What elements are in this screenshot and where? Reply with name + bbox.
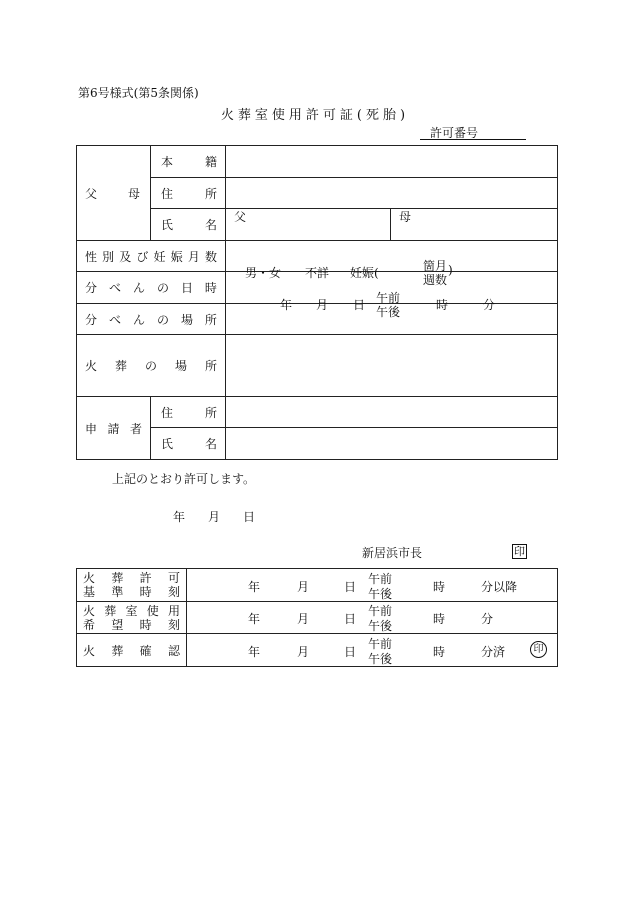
dp-char-2: べ: [108, 312, 121, 327]
mother-label: 母: [399, 210, 412, 224]
r2-l1-c4: 使: [146, 603, 159, 618]
r2-l2-c1: 希: [83, 617, 96, 632]
r2-hour: 時: [433, 612, 446, 626]
approval-month-label: 月: [208, 510, 221, 524]
r2-pm: 午後: [368, 619, 393, 633]
r1-hour: 時: [433, 580, 446, 594]
delivery-am-label: 午前: [376, 290, 401, 305]
r3-am: 午前: [368, 637, 393, 651]
gender-pregnancy-field[interactable]: [226, 241, 558, 287]
delivery-place-label-cell: [77, 304, 226, 335]
form-number: 第6号様式(第5条関係): [78, 86, 199, 100]
schedule-value-field[interactable]: [187, 634, 558, 667]
r1-l1-c4: 可: [167, 571, 180, 585]
dp-char-4: の: [156, 312, 169, 327]
parents-address-label-cell: [151, 178, 226, 209]
r2-day: 日: [344, 612, 357, 626]
r3-month: 月: [297, 645, 310, 659]
father-label: 父: [234, 210, 247, 224]
cremation-place-field[interactable]: [226, 335, 558, 397]
schedule-label-cell: [77, 602, 187, 634]
parents-address-field[interactable]: [226, 178, 558, 209]
domicile-label-cell: [151, 146, 226, 178]
cp-char-3: の: [144, 359, 157, 373]
gender-value[interactable]: 男・女: [245, 266, 282, 280]
delivery-minute-label: 分: [483, 297, 496, 312]
pregnancy-label: 妊娠(: [350, 266, 379, 280]
dd-char-5: 日: [180, 281, 193, 295]
delivery-year-label: 年: [280, 297, 293, 312]
r1-suffix: 分以降: [481, 580, 518, 594]
applicant-char-1: 申: [85, 421, 98, 436]
gender-pregnancy-label-cell: [77, 241, 226, 272]
permit-number-field[interactable]: 許可番号: [420, 124, 526, 140]
gp-char-3: 及: [119, 249, 132, 264]
dd-char-3: ん: [132, 281, 145, 295]
gp-char-5: 妊: [153, 249, 166, 264]
months-label: 箇月: [423, 259, 448, 273]
r2-l1-c1: 火: [83, 603, 96, 618]
r1-l2-c3: 時: [139, 585, 152, 599]
cp-char-2: 葬: [114, 359, 127, 373]
r1-year: 年: [248, 580, 261, 594]
delivery-hour-label: 時: [436, 297, 449, 312]
delivery-datetime-label-cell: [77, 272, 226, 304]
name-label-char-1: 氏: [161, 218, 174, 232]
applicant-name-char-2: 名: [204, 437, 217, 451]
r3-l1-c2: 葬: [111, 643, 124, 658]
domicile-label-char-1: 本: [161, 155, 174, 169]
r2-suffix: 分: [481, 612, 494, 626]
father-name-field[interactable]: [226, 209, 391, 241]
parents-name-label-cell: [151, 209, 226, 241]
applicant-label-cell: [77, 397, 151, 460]
applicant-address-label-cell: [151, 397, 226, 428]
r3-suffix: 分済: [481, 645, 506, 659]
applicant-address-field[interactable]: [226, 397, 558, 428]
applicant-char-3: 者: [129, 421, 142, 436]
r1-l2-c2: 準: [111, 585, 124, 599]
r3-l1-c3: 確: [139, 643, 152, 658]
schedule-label-cell: [77, 634, 187, 667]
schedule-value-field[interactable]: [187, 569, 558, 602]
approval-year-label: 年: [173, 510, 186, 524]
delivery-month-label: 月: [316, 297, 329, 312]
dp-char-6: 所: [204, 312, 217, 327]
cremation-schedule-table: [76, 568, 558, 667]
r1-day: 日: [344, 580, 357, 594]
r1-l1-c3: 許: [139, 571, 152, 585]
gp-char-1: 性: [85, 249, 98, 264]
r2-l1-c2: 葬: [104, 603, 117, 618]
table-row: [77, 602, 558, 634]
r1-month: 月: [297, 580, 310, 594]
r2-year: 年: [248, 612, 261, 626]
r1-l1-c2: 葬: [111, 571, 124, 585]
gp-char-4: び: [136, 249, 149, 264]
permit-main-table: [76, 145, 558, 460]
cp-char-4: 場: [174, 359, 187, 373]
schedule-value-field[interactable]: [187, 602, 558, 634]
name-label-char-2: 名: [204, 218, 217, 232]
document-title: 火葬室使用許可証(死胎): [220, 108, 410, 123]
r3-l1-c4: 認: [167, 643, 180, 658]
parents-label-mother: 母: [127, 186, 140, 201]
dd-char-4: の: [156, 281, 169, 295]
r3-pm: 午後: [368, 652, 393, 666]
close-paren: ): [448, 263, 453, 277]
cp-char-5: 所: [204, 359, 217, 373]
r1-l1-c1: 火: [83, 571, 96, 585]
gp-char-7: 月: [187, 249, 200, 264]
dp-char-5: 場: [180, 312, 193, 327]
gp-char-2: 別: [102, 249, 115, 264]
r2-l1-c5: 用: [167, 603, 180, 618]
r2-am: 午前: [368, 604, 393, 618]
r2-l2-c4: 刻: [167, 617, 180, 632]
r2-l2-c2: 望: [111, 617, 124, 632]
address-label-char-1: 住: [161, 186, 174, 201]
applicant-name-char-1: 氏: [161, 437, 174, 451]
dd-char-6: 時: [204, 281, 217, 295]
gp-char-6: 娠: [170, 249, 183, 264]
mayor-seal-icon: 印: [514, 545, 525, 558]
applicant-name-label-cell: [151, 428, 226, 460]
cp-char-1: 火: [85, 359, 98, 373]
r3-year: 年: [248, 645, 261, 659]
r3-day: 日: [344, 645, 357, 659]
gp-char-8: 数: [204, 249, 217, 264]
delivery-day-label: 日: [353, 297, 366, 312]
confirmation-seal-icon: 印: [530, 641, 547, 658]
applicant-name-field[interactable]: [226, 428, 558, 460]
address-label-char-2: 所: [204, 186, 217, 201]
approval-day-label: 日: [243, 510, 256, 524]
dd-char-1: 分: [85, 281, 98, 295]
r2-l1-c3: 室: [125, 603, 138, 618]
dp-char-3: ん: [132, 312, 145, 327]
applicant-char-2: 請: [107, 421, 120, 436]
r1-pm: 午後: [368, 587, 393, 601]
r2-month: 月: [297, 612, 310, 626]
table-row: [77, 569, 558, 602]
mayor-label: 新居浜市長: [362, 546, 423, 560]
r1-am: 午前: [368, 572, 393, 586]
r1-l2-c1: 基: [83, 585, 96, 599]
dp-char-1: 分: [85, 312, 98, 327]
applicant-address-char-2: 所: [204, 405, 217, 420]
schedule-label-cell: [77, 569, 187, 602]
r2-l2-c3: 時: [139, 617, 152, 632]
r3-hour: 時: [433, 645, 446, 659]
table-row: [77, 634, 558, 667]
delivery-pm-label: 午後: [376, 304, 401, 319]
unknown-option[interactable]: 不詳: [305, 266, 330, 280]
applicant-address-char-1: 住: [161, 405, 174, 420]
cremation-place-label-cell: [77, 335, 226, 397]
r1-l2-c4: 刻: [167, 585, 180, 599]
domicile-field[interactable]: [226, 146, 558, 178]
dd-char-2: べ: [108, 281, 121, 295]
parents-label-father: 父: [85, 186, 98, 201]
parents-header-cell: [77, 146, 151, 241]
mother-name-field[interactable]: [391, 209, 558, 241]
approval-statement: 上記のとおり許可します。: [112, 472, 256, 486]
r3-l1-c1: 火: [83, 643, 96, 658]
domicile-label-char-2: 籍: [204, 155, 217, 169]
weeks-label: 週数: [423, 273, 448, 287]
